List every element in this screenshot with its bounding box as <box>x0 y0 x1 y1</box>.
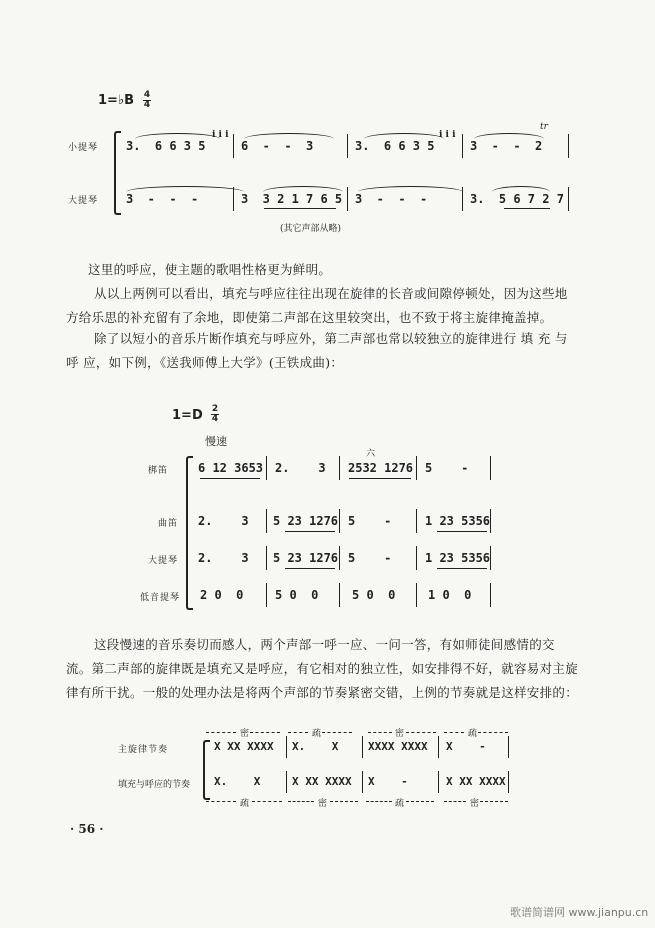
barline <box>490 509 491 533</box>
example2-part3-m4: 1 23 5356 <box>425 551 491 565</box>
example2-part2-m3: 5 - <box>348 514 392 528</box>
example2-part1-m4: 5 - <box>425 461 469 475</box>
example3-row2-m3: X - <box>368 775 408 788</box>
barline <box>508 771 509 793</box>
dashed-line <box>288 732 308 733</box>
example1-grace-notes: i i i <box>212 130 229 140</box>
time-top: 4 <box>143 90 151 100</box>
example2-part4-m3: 5 0 0 <box>352 588 396 602</box>
time-bottom: 4 <box>211 414 219 424</box>
example2-part1-label: 梆笛 <box>148 466 169 476</box>
example1-key: 1=♭B <box>98 93 134 108</box>
example1-system-bracket <box>114 131 121 215</box>
paragraph-3: 除了以短小的音乐片断作填充与呼应外，第二声部也常以较独立的旋律进行 填 充 与 呼 应，如下例，《送我师傅上大学》(王铁成曲)： <box>66 331 568 370</box>
barline <box>568 134 569 158</box>
example2-part3-m2: 5 23 1276 <box>273 551 339 565</box>
example1-time-signature <box>143 91 151 110</box>
example2-part3-label: 大提琴 <box>148 556 179 566</box>
dashed-line <box>478 732 508 733</box>
barline <box>416 546 417 570</box>
barline <box>266 456 267 480</box>
paragraph-1: 这里的呼应，使主题的歌唱性格更为鲜明。 <box>88 262 332 277</box>
barline <box>438 771 439 793</box>
underline <box>504 208 550 209</box>
example1-violin-m3: 3. 6 6 3 5 <box>355 139 435 153</box>
example2-part3-m3: 5 - <box>348 551 392 565</box>
dashed-line <box>444 732 464 733</box>
example1-cello-m1: 3 - - - <box>126 192 199 206</box>
barline <box>508 736 509 758</box>
top-label-2: 疏 <box>312 729 322 739</box>
example2-system-bracket <box>186 456 193 610</box>
dashed-line <box>206 801 236 802</box>
dashed-line <box>330 801 358 802</box>
example1-cello-label: 大提琴 <box>68 196 99 206</box>
underline <box>264 208 336 209</box>
slur <box>492 186 550 192</box>
barline <box>490 583 491 607</box>
barline <box>339 456 340 480</box>
dashed-line <box>288 801 314 802</box>
barline <box>339 583 340 607</box>
slur <box>358 186 463 192</box>
example2-key: 1=D <box>172 408 203 423</box>
underline <box>437 531 487 532</box>
dashed-line <box>406 801 434 802</box>
watermark: 歌谱简谱网 www.jianpu.cn <box>510 906 649 919</box>
example1-cello-m4: 3. 5 6 7 2 7 <box>470 192 564 206</box>
time-bottom: 4 <box>143 100 151 110</box>
example2-part1-m3: 2532 1276 <box>348 461 414 475</box>
example3-row1-m3: XXXX XXXX <box>368 740 428 753</box>
barline <box>266 546 267 570</box>
example2-part2-m1: 2. 3 <box>198 514 249 528</box>
barline <box>568 187 569 211</box>
example1-grace-notes-2: i i i <box>439 130 456 140</box>
example2-part4-m1: 2 0 0 <box>200 588 244 602</box>
barline <box>416 509 417 533</box>
barline <box>490 546 491 570</box>
example2-part4-m4: 1 0 0 <box>428 588 472 602</box>
underline <box>349 478 411 479</box>
barline <box>339 509 340 533</box>
dashed-line <box>252 801 282 802</box>
barline <box>266 583 267 607</box>
barline <box>266 509 267 533</box>
example2-part2-m2: 5 23 1276 <box>273 514 339 528</box>
example1-trill-mark: tr <box>540 122 548 132</box>
bottom-label-4: 密 <box>470 799 480 809</box>
paragraph-2: 从以上两例可以看出，填充与呼应往往出现在旋律的长音或间隙停顿处，因为这些地方给乐思的补充留有了余地，即使第二声部在这里较突出，也不致于将主旋律掩盖掉。 <box>66 286 568 325</box>
dashed-line <box>206 732 236 733</box>
underline <box>200 478 260 479</box>
example2-part4-m2: 5 0 0 <box>275 588 319 602</box>
example1-cello-m2: 3 3 2 1 7 6 5 <box>241 192 343 206</box>
slur <box>126 186 244 192</box>
paragraph-4: 这段慢速的音乐奏切而感人，两个声部一呼一应、一问一答，有如师徒间感情的交流。第二声部的旋律既是填充又是呼应，有它相对的独立性，如安排得不好，就容易对主旋律有所干扰。一般的处理办法是将两个声部的节奏紧密交错，上例的节奏就是这样安排的： <box>66 637 579 700</box>
example2-part1-m2: 2. 3 <box>275 461 326 475</box>
example3-row1-m2: X. X <box>292 740 339 753</box>
example2-part1-m1: 6 12 3653 <box>198 461 264 475</box>
dashed-line <box>322 732 352 733</box>
example3-row2-m2: X XX XXXX <box>292 775 352 788</box>
page-number: · 56 · <box>70 822 104 836</box>
dashed-line <box>444 801 466 802</box>
example2-part4-label: 低音提琴 <box>140 593 181 603</box>
barline <box>362 771 363 793</box>
example3-row1-label: 主旋律节奏 <box>118 745 169 755</box>
example1-violin-label: 小提琴 <box>68 143 99 153</box>
barline <box>416 456 417 480</box>
underline <box>285 568 335 569</box>
slur <box>474 133 544 139</box>
top-label-3: 密 <box>395 729 405 739</box>
bottom-label-2: 密 <box>318 799 328 809</box>
example1-note: (其它声部从略) <box>280 224 342 234</box>
underline <box>437 568 487 569</box>
bottom-label-3: 疏 <box>395 799 405 809</box>
top-label-4: 疏 <box>468 729 478 739</box>
example3-row1-m1: X XX XXXX <box>214 740 274 753</box>
barline <box>233 134 234 158</box>
barline <box>462 134 463 158</box>
example2-time-signature <box>211 405 219 424</box>
barline <box>339 546 340 570</box>
dashed-line <box>480 801 508 802</box>
example3-row2-label: 填充与呼应的节奏 <box>118 780 191 790</box>
example2-tempo: 慢速 <box>205 435 227 448</box>
time-top: 2 <box>211 404 219 414</box>
barline <box>286 771 287 793</box>
slur <box>364 133 444 139</box>
slur <box>135 133 220 139</box>
bottom-label-1: 疏 <box>240 799 250 809</box>
dashed-line <box>406 732 436 733</box>
barline <box>347 134 348 158</box>
slur <box>263 186 343 192</box>
example2-part2-m4: 1 23 5356 <box>425 514 491 528</box>
top-label-1: 密 <box>240 729 250 739</box>
barline <box>462 187 463 211</box>
barline <box>438 736 439 758</box>
underline <box>285 531 335 532</box>
barline <box>233 187 234 211</box>
example1-cello-m3: 3 - - - <box>355 192 428 206</box>
barline <box>286 736 287 758</box>
dashed-line <box>366 801 392 802</box>
example1-violin-m4: 3 - - 2 <box>470 139 543 153</box>
dashed-line <box>250 732 280 733</box>
example3-system-bracket <box>203 740 210 800</box>
barline <box>416 583 417 607</box>
example3-row1-m4: X - <box>446 740 486 753</box>
dashed-line <box>368 732 392 733</box>
barline <box>347 187 348 211</box>
example2-ornament: 六 <box>366 449 376 459</box>
slur <box>244 133 334 139</box>
barline <box>362 736 363 758</box>
example2-part2-label: 曲笛 <box>158 519 179 529</box>
example3-row2-m4: X XX XXXX <box>446 775 506 788</box>
example1-violin-m2: 6 - - 3 <box>241 139 314 153</box>
barline <box>490 456 491 480</box>
example2-part3-m1: 2. 3 <box>198 551 249 565</box>
example3-row2-m1: X. X <box>214 775 261 788</box>
example1-violin-m1: 3. 6 6 3 5 <box>126 139 206 153</box>
